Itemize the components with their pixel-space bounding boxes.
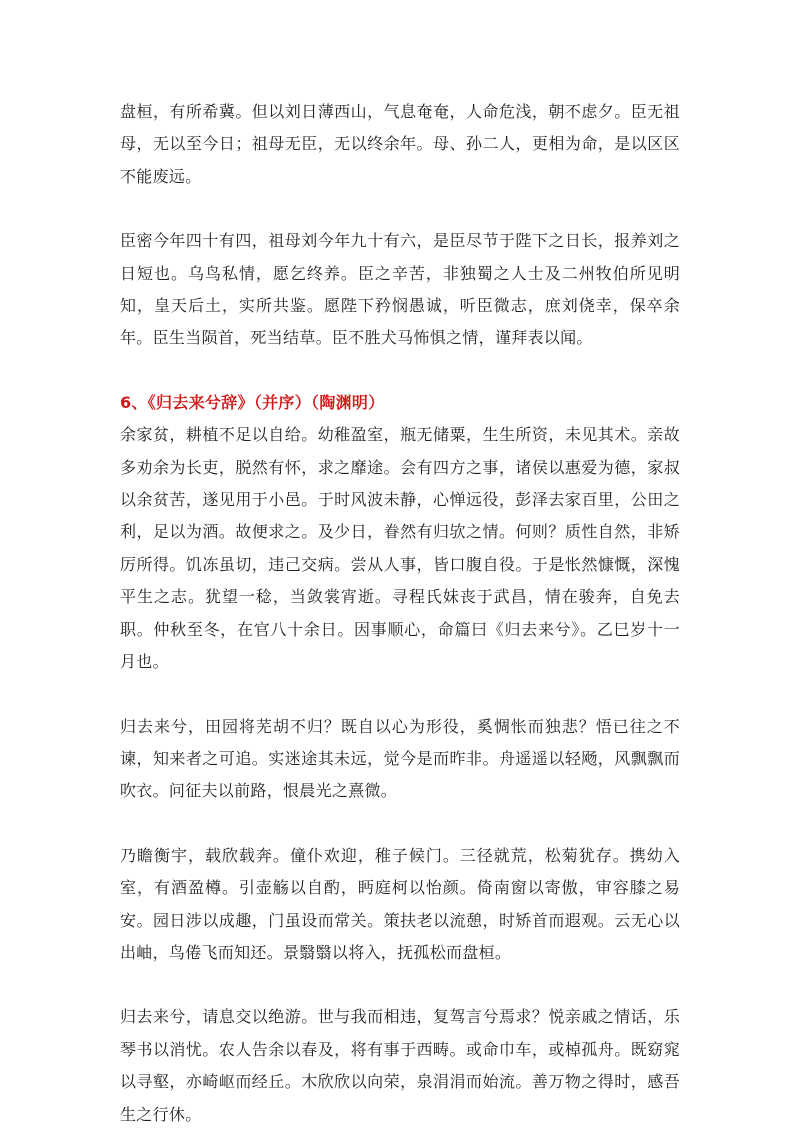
section-heading: 6、《归去来兮辞》（并序）（陶渊明） [120, 392, 385, 412]
document-page [120, 96, 680, 1131]
paragraph-3: 归去来兮，田园将芜胡不归？既自以心为形役，奚惆怅而独悲？悟已往之不谏，知来者之可追。实迷途其未远，觉今是而昨非。舟遥遥以轻飏，风飘飘而吹衣。问征夫以前路，恨晨光之熹微。 [120, 716, 680, 801]
paragraph-5: 归去来兮，请息交以绝游。世与我而相违，复驾言兮焉求？悦亲戚之情话，乐琴书以消忧。农人告余以春及，将有事于西畴。或命巾车，或棹孤舟。既窈窕以寻壑，亦崎岖而经丘。木欣欣以向荣，泉涓涓而始流。善万物之得时，感吾生之行休。 [120, 1007, 680, 1124]
paragraph-1: 盘桓，有所希冀。但以刘日薄西山，气息奄奄，人命危浅，朝不虑夕。臣无祖母，无以至今日；祖母无臣，无以终余年。母、孙二人，更相为命，是以区区不能废远。 [120, 102, 680, 186]
preface-paragraph: 余家贫，耕植不足以自给。幼稚盈室，瓶无储粟，生生所资，未见其术。亲故多劝余为长吏，脱然有怀，求之靡途。会有四方之事，诸侯以惠爱为德，家叔以余贫苦，遂见用于小邑。于时风波未静，心惮远役，彭泽去家百里，公田之利，足以为酒。故便求之。及少日，眷然有归欤之情。何则？质性自然，非矫厉所得。饥冻虽切，违己交病。尝从人事，皆口腹自役。于是怅然慷慨，深愧平生之志。犹望一稔，当敛裳宵逝。寻程氏妹丧于武昌，情在骏奔，自免去职。仲秋至冬，在官八十余日。因事顺心，命篇曰《归去来兮》。乙巳岁十一月也。 [120, 425, 680, 672]
paragraph-2: 臣密今年四十有四，祖母刘今年九十有六，是臣尽节于陛下之日长，报养刘之日短也。乌鸟私情，愿乞终养。臣之辛苦，非独蜀之人士及二州牧伯所见明知，皇天后土，实所共鉴。愿陛下矜悯愚诚，听臣微志，庶刘侥幸，保卒余年。臣生当陨首，死当结草。臣不胜犬马怖惧之情，谨拜表以闻。 [120, 231, 680, 348]
paragraph-4: 乃瞻衡宇，载欣载奔。僮仆欢迎，稚子候门。三径就荒，松菊犹存。携幼入室，有酒盈樽。引壶觞以自酌，眄庭柯以怡颜。倚南窗以寄傲，审容膝之易安。园日涉以成趣，门虽设而常关。策扶老以流憩，时矫首而遐观。云无心以出岫，鸟倦飞而知还。景翳翳以将入，抚孤松而盘桓。 [120, 845, 680, 962]
